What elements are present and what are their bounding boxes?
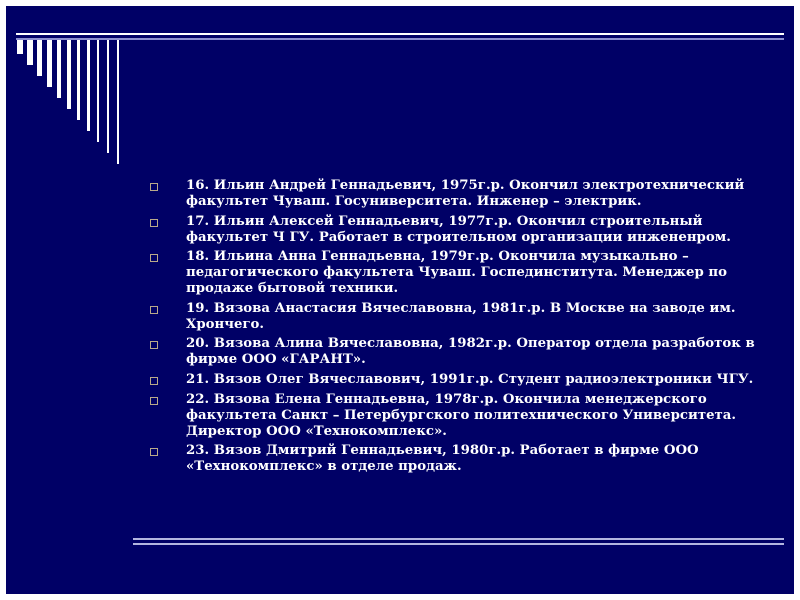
list-item xyxy=(148,301,768,333)
decorative-stripe xyxy=(67,40,71,109)
list-item-text: 18. Ильина Анна Геннадьевна, 1979г.р. Окончила музыкально – педагогического факультета Чуваш. Госпединститута. Менеджер по продаже бытовой техники. xyxy=(186,249,727,297)
list-item xyxy=(148,336,768,368)
list-item-text: 17. Ильин Алексей Геннадьевич, 1977г.р. Окончил строительный факультет Ч ГУ. Работает в строительном организации инжененром. xyxy=(186,213,731,245)
hollow-square-bullet-icon xyxy=(150,397,158,405)
bottom-rule-primary xyxy=(133,538,784,540)
hollow-square-bullet-icon xyxy=(150,254,158,262)
list-item xyxy=(148,372,768,388)
decorative-stripe xyxy=(37,40,42,76)
frame-border-bottom xyxy=(0,594,800,600)
list-item-text: 21. Вязов Олег Вячеславович, 1991г.р. Студент радиоэлектроники ЧГУ. xyxy=(186,371,754,387)
list-item-text: 20. Вязова Алина Вячеславовна, 1982г.р. Оператор отдела разработок в фирме ООО «ГАРАНТ». xyxy=(186,336,755,368)
list-item xyxy=(148,214,768,246)
list-item-text: 22. Вязова Елена Геннадьевна, 1978г.р. Окончила менеджерского факультета Санкт – Петербургского политехнического Университета. Директор ООО «Технокомплекс». xyxy=(186,391,737,439)
hollow-square-bullet-icon xyxy=(150,306,158,314)
decorative-stripe xyxy=(77,40,80,120)
list-item xyxy=(148,249,768,297)
decorative-stripe xyxy=(17,40,23,54)
bottom-rule-secondary xyxy=(133,543,784,545)
decorative-stripe xyxy=(57,40,61,98)
decorative-stripe xyxy=(47,40,52,87)
decorative-stripes xyxy=(0,0,160,180)
list-item xyxy=(148,443,768,475)
hollow-square-bullet-icon xyxy=(150,183,158,191)
decorative-stripe xyxy=(87,40,90,131)
hollow-square-bullet-icon xyxy=(150,341,158,349)
person-list xyxy=(148,178,768,479)
frame-border-right xyxy=(794,0,800,600)
list-item-text: 23. Вязов Дмитрий Геннадьевич, 1980г.р. Работает в фирме ООО «Технокомплекс» в отделе продаж. xyxy=(186,443,699,475)
hollow-square-bullet-icon xyxy=(150,219,158,227)
decorative-stripe xyxy=(27,40,33,65)
list-item xyxy=(148,178,768,210)
decorative-stripe xyxy=(97,40,99,142)
list-item-text: 19. Вязова Анастасия Вячеславовна, 1981г.р. В Москве на заводе им. Хрончего. xyxy=(186,300,736,332)
decorative-stripe xyxy=(107,40,109,153)
decorative-stripe xyxy=(117,40,119,164)
list-item xyxy=(148,392,768,440)
hollow-square-bullet-icon xyxy=(150,377,158,385)
list-item-text: 16. Ильин Андрей Геннадьевич, 1975г.р. Окончил электротехнический факультет Чуваш. Госуниверситета. Инженер – электрик. xyxy=(186,178,745,209)
hollow-square-bullet-icon xyxy=(150,448,158,456)
